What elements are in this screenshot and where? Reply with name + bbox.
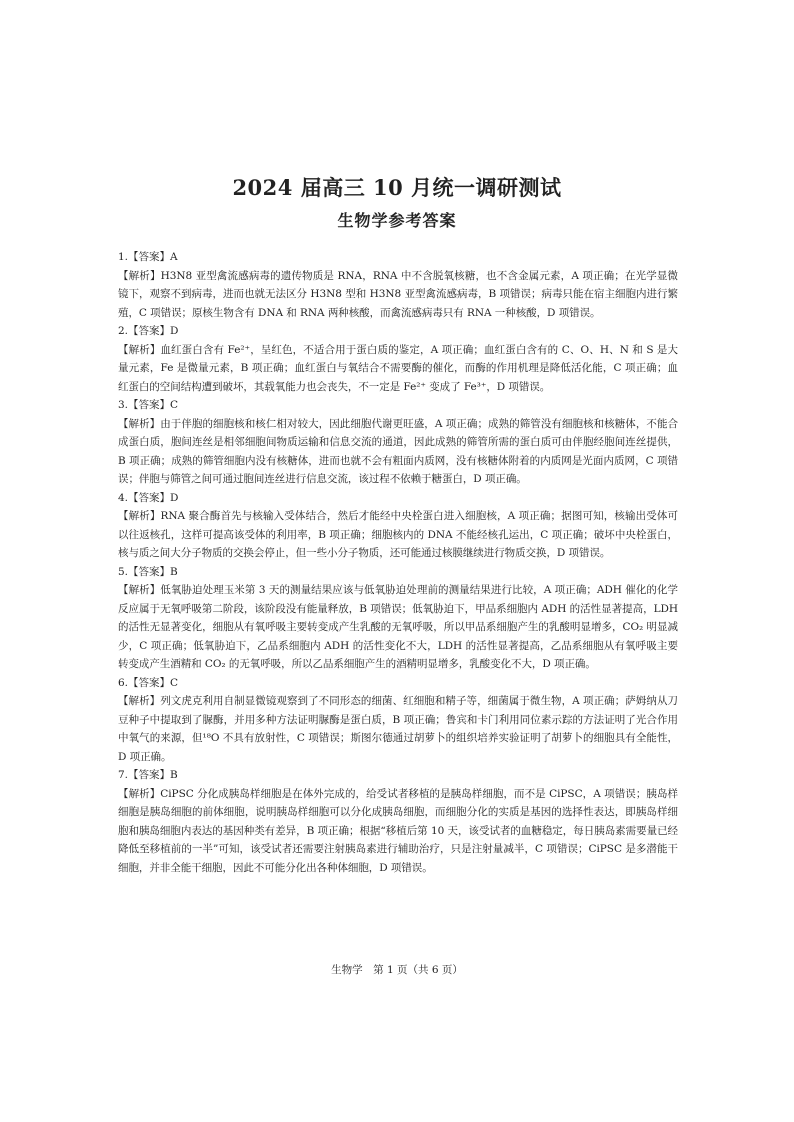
answer-line: 1.【答案】A — [118, 251, 178, 263]
question-item-7 — [118, 766, 678, 877]
question-item-1 — [118, 248, 678, 322]
answer-list — [118, 248, 678, 877]
answer-line: 7.【答案】B — [118, 769, 178, 781]
explanation-text: 【解析】H3N8 亚型禽流感病毒的遗传物质是 RNA，RNA 中不含脱氧核糖，也不含金属元素，A 项正确；在光学显微镜下，观察不到病毒，进而也就无法区分 H3N8 型和 H3N8 亚型禽流感病毒，B 项错误；病毒只能在宿主细胞内进行繁殖，C 项错误；原核生物含有 DNA 和 RNA 两种核酸，而禽流感病毒只有 RNA 一种核酸，D 项错误。 — [118, 269, 678, 319]
question-item-6 — [118, 674, 678, 767]
explanation-text: 【解析】列文虎克利用自制显微镜观察到了不同形态的细菌、红细胞和精子等，细菌属于微生物，A 项正确；萨姆纳从刀豆种子中提取到了脲酶，并用多种方法证明脲酶是蛋白质，B 项正确；鲁宾和卡门利用同位素示踪的方法证明了光合作用中氧气的来源，但¹⁸O 不具有放射性，C 项错误；斯图尔德通过胡萝卜的组织培养实验证明了胡萝卜的细胞具有全能性，D 项正确。 — [118, 695, 678, 763]
explanation-text: 【解析】血红蛋白含有 Fe²⁺，呈红色，不适合用于蛋白质的鉴定，A 项正确；血红蛋白含有的 C、O、H、N 和 S 是大量元素，Fe 是微量元素，B 项正确；血红蛋白与氧结合不需要酶的催化，而酶的作用机理是降低活化能，C 项正确；血红蛋白的空间结构遭到破坏，其载氧能力也会丧失，不一定是 Fe²⁺ 变成了 Fe³⁺，D 项错误。 — [118, 343, 678, 393]
question-item-5 — [118, 563, 678, 674]
page-title: 2024 届高三 10 月统一调研测试 — [232, 175, 562, 200]
page-subtitle: 生物学参考答案 — [337, 211, 457, 230]
question-item-3 — [118, 396, 678, 489]
page-footer: 生物学 第 1 页（共 6 页） — [331, 964, 463, 976]
question-item-2 — [118, 322, 678, 396]
explanation-text: 【解析】低氧胁迫处理玉米第 3 天的测量结果应该与低氧胁迫处理前的测量结果进行比较，A 项正确；ADH 催化的化学反应属于无氧呼吸第二阶段，该阶段没有能量释放，B 项错误；低氧胁迫下，甲品系细胞内 ADH 的活性显著提高，LDH 的活性无显著变化，细胞从有氧呼吸主要转变成产生乳酸的无氧呼吸，所以甲品系细胞产生的乳酸明显增多，CO₂ 明显减少，C 项正确；低氧胁迫下，乙品系细胞内 ADH 的活性变化不大，LDH 的活性显著提高，乙品系细胞从有氧呼吸主要转变成产生酒精和 CO₂ 的无氧呼吸，所以乙品系细胞产生的酒精明显增多，乳酸变化不大，D 项正确。 — [118, 584, 678, 670]
answer-line: 5.【答案】B — [118, 565, 178, 578]
question-item-4 — [118, 489, 678, 563]
explanation-text: 【解析】CiPSC 分化成胰岛样细胞是在体外完成的，给受试者移植的是胰岛样细胞，而不是 CiPSC，A 项错误；胰岛样细胞是胰岛细胞的前体细胞，说明胰岛样细胞可以分化成胰岛细胞，而细胞分化的实质是基因的选择性表达，即胰岛样细胞和胰岛细胞内表达的基因种类有差异，B 项正确；根据“移植后第 10 天，该受试者的血糖稳定，每日胰岛素需要量已经降低至移植前的一半”可知，该受试者还需要注射胰岛素进行辅助治疗，只是注射量减半，C 项错误；CiPSC 是多潜能干细胞，并非全能干细胞，因此不可能分化出各种体细胞，D 项错误。 — [118, 787, 678, 874]
answer-line: 4.【答案】D — [118, 491, 179, 504]
explanation-text: 【解析】RNA 聚合酶首先与核输入受体结合，然后才能经中央栓蛋白进入细胞核，A 项正确；据图可知，核输出受体可以往返核孔，这样可提高该受体的利用率，B 项正确；细胞核内的 DNA 不能经核孔运出，C 项正确；破坏中央栓蛋白，核与质之间大分子物质的交换会停止，但一些小分子物质，还可能通过核膜继续进行物质交换，D 项错误。 — [118, 510, 678, 559]
answer-line: 2.【答案】D — [118, 325, 179, 337]
answer-line: 6.【答案】C — [118, 676, 179, 689]
explanation-text: 【解析】由于伴胞的细胞核和核仁相对较大，因此细胞代谢更旺盛，A 项正确；成熟的筛管没有细胞核和核糖体，不能合成蛋白质，胞间连丝是相邻细胞间物质运输和信息交流的通道，因此成熟的筛管所需的蛋白质可由伴胞经胞间连丝提供，B 项正确；成熟的筛管细胞内没有核糖体，进而也就不会有粗面内质网，没有核糖体附着的内质网是光面内质网，C 项错误；伴胞与筛管之间可通过胞间连丝进行信息交流，该过程不依赖于糖蛋白，D 项正确。 — [118, 417, 678, 485]
answer-line: 3.【答案】C — [118, 399, 179, 411]
